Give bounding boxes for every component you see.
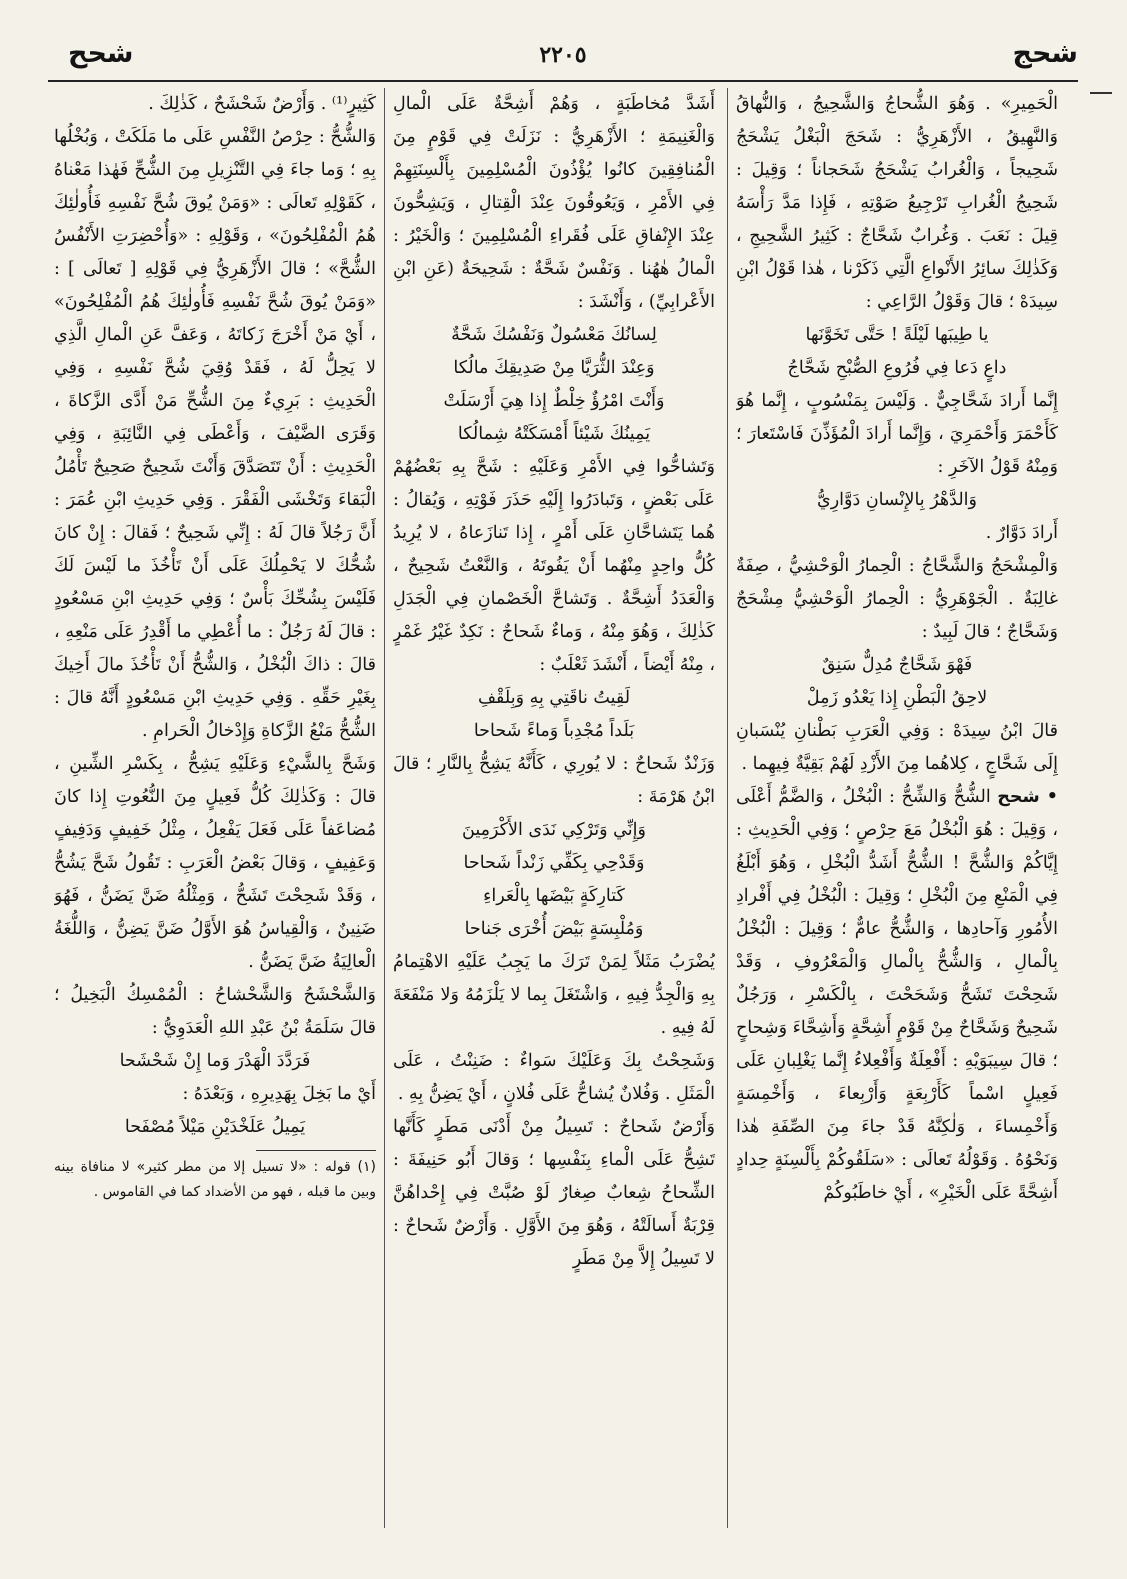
verse-line: وَإِنِّي وَتَرْكِي نَدَى الأَكْرَمِينَ — [462, 820, 646, 840]
margin-mark — [1090, 92, 1112, 94]
verse-line: يَمِينُكَ شَيْئاً أَمْسَكَتْهُ شِمالُكا — [457, 424, 651, 444]
verse-line: وَقَدْحِي بِكَفِّي زَنْداً شَحاحا — [463, 853, 645, 873]
page-header — [48, 38, 1078, 78]
verse-line: لِسانُكَ مَعْسُولٌ وَنَفْسُكَ شَحَّةٌ — [451, 325, 657, 345]
column-divider — [727, 88, 728, 1528]
paragraph: قالَ ابْنُ سِيدَهْ : وَفِي الْعَرَبِ بَطْنانِ يُنْسَبانِ إِلَى شَحَّاجٍ ، كِلاهُما مِنَ الأَزْدِ لَهُمْ بَقِيَّةٌ فِيهِما . — [736, 721, 1058, 774]
verse-line: يَمِيلُ عَلَخْدَيْنِ مَيْلاً مُصْفَحا — [124, 1117, 306, 1137]
headword-left: شحح — [68, 38, 134, 69]
paragraph: أَيْ ما بَخِلَ بِهَدِيرِهِ ، وَبَعْدَهُ : — [182, 1084, 376, 1104]
entry-text: الشُّحُّ وَالشِّحُّ : الْبُخْلُ ، وَالضَّمُّ أَعْلَى ، وَقِيلَ : هُوَ الْبُخْلُ مَعَ حِرْصٍ ؛ وَفِي الْحَدِيثِ : إِيَّاكُمْ وَالشُّحَّ ! الشُّحُّ أَشَدُّ الْبُخْلِ ، وَهُوَ أَبْلَغُ فِي الْمَنْعِ مِنَ الْبُخْلِ ؛ وَقِيلَ : الْبُخْلُ فِي أَفْرادِ الأُمُورِ وَآحادِها ، وَالشُّحُّ عامٌّ ؛ وَقِيلَ : الْبُخْلُ بِالْمالِ ، وَالشُّحُّ بِالْمالِ وَالْمَعْرُوفِ ، وَقَدْ شَحِحْتَ تَشَحُّ وَشَحَحْتَ ، بِالْكَسْرِ ، وَرَجُلٌ شَحِيحٌ وَشَحَّاحٌ مِنْ قَوْمٍ أَشِحَّةٍ وَأَشِحَّاءَ وَشِحاحٍ ؛ قالَ سِيبَوَيْهِ : أَفْعِلَةٌ وَأَفْعِلاءُ إِنَّما يَغْلِبانِ عَلَى فَعِيلٍ اسْماً كَأَرْبِعَةٍ وَأَرْبِعاءَ ، وَأَخْمِسَةٍ وَأَخْمِساءَ ، وَلٰكِنَّهُ قَدْ جاءَ مِنَ الصِّفَةِ هٰذا وَنَحْوُهُ . وَقَوْلُهُ تَعالَى : «سَلَقُوكُمْ بِأَلْسِنَةٍ حِدادٍ أَشِحَّةً عَلَى الْخَيْرِ» ، أَيْ خاطَبُوكُمْ — [736, 787, 1058, 1203]
verse-line: بَلَداً مُجْدِباً وَماءً شَحاحا — [473, 721, 635, 741]
paragraph: وَشَحَّ بِالشَّيْءِ وَعَلَيْهِ يَشِحُّ ، بِكَسْرِ الشِّينِ ، قالَ : وَكَذٰلِكَ كُلُّ فَعِيلٍ مِنَ النُّعُوتِ إِذا كانَ مُضاعَفاً عَلَى فَعَلَ يَفْعِلُ ، مِثْلُ خَفِيفٍ وَدَفِيفٍ وَعَفِيفٍ ، وَقالَ بَعْضُ الْعَرَبِ : تَقُولُ شَحَّ يَشُحُّ ، وَقَدْ شَحِحْتَ تَشَحُّ ، وَمِثْلُهُ ضَنَّ يَضَنُّ ، فَهُوَ ضَنِينٌ ، وَالْقِياسُ هُوَ الأَوَّلُ ضَنَّ يَضِنُّ ، وَاللُّغَةُ الْعالِيَةُ ضَنَّ يَضَنُّ . — [54, 754, 376, 972]
verse-line: يا طِيبَها لَيْلَةً ! حَتَّى تَخَوَّنَها — [805, 325, 989, 345]
paragraph: وَتَشاحُّوا فِي الأَمْرِ وَعَلَيْهِ : شَحَّ بِهِ بَعْضُهُمْ عَلَى بَعْضٍ ، وَتَبادَرُوا إِلَيْهِ حَذَرَ فَوْتِهِ ، وَيُقالُ : هُما يَتَشاحَّانِ عَلَى أَمْرٍ ، إِذا تَنازَعاهُ ، لا يُرِيدُ كُلُّ واحِدٍ مِنْهُما أَنْ يَفُوتَهُ ، وَالنَّعْتُ شَحِيحٌ ، وَالْعَدَدُ أَشِحَّةٌ . وَتَشاحَّ الْخَصْمانِ فِي الْجَدَلِ كَذٰلِكَ ، وَهُوَ مِنْهُ ، وَماءٌ شَحاحٌ : نَكِدٌ غَيْرُ غَمْرٍ ، مِنْهُ أَيْضاً ، أَنْشَدَ ثَعْلَبٌ : — [393, 457, 715, 675]
verse-line: وَالدَّهْرُ بِالإِنْسانِ دَوَّارِيُّ — [817, 490, 977, 510]
verse-line: وَمُلْبِسَةٍ بَيْضَ أُخْرَى جَناحا — [464, 919, 644, 939]
header-rule — [48, 80, 1078, 82]
column-middle — [393, 88, 715, 1528]
entry-headword: • شحح — [997, 787, 1058, 807]
verse-line: كَتارِكَةٍ بَيْضَها بِالْعَراءِ — [483, 886, 625, 906]
column-divider — [384, 88, 385, 1528]
verse-line: فَرَدَّدَ الْهَدْرَ وَما إِنْ شَحْشَحا — [119, 1051, 311, 1071]
paragraph: وَشَحِحْتُ بِكَ وَعَلَيْكَ سَواءٌ : ضَنِنْتُ ، عَلَى الْمَثَلِ . وَفُلانٌ يُشاحُّ عَلَى فُلانٍ ، أَيْ يَضِنُّ بِهِ . — [393, 1051, 715, 1104]
verse-line: داعٍ دَعا فِي فُرُوعِ الصُّبْحِ شَحَّاجُ — [787, 358, 1007, 378]
paragraph: يُضْرَبُ مَثَلاً لِمَنْ تَرَكَ ما يَجِبُ عَلَيْهِ الاهْتِمامُ بِهِ وَالْجِدُّ فِيهِ ، وَاشْتَغَلَ بِما لا يَلْزَمُهُ وَلا مَنْفَعَةَ لَهُ فِيهِ . — [393, 952, 715, 1038]
verse-line: وَعِنْدَ الثُّرَيَّا مِنْ صَدِيقِكَ مالُكا — [453, 358, 655, 378]
paragraph: وَزَنْدٌ شَحاحٌ : لا يُورِي ، كَأَنَّهُ يَشِحُّ بِالنَّارِ ؛ قالَ ابْنُ هَرْمَةَ : — [393, 754, 715, 807]
paragraph: أَرادَ دَوَّارٌ . — [985, 523, 1058, 543]
paragraph: وَالشَّحْشَحُ وَالشَّحْشاحُ : الْمُمْسِكُ الْبَخِيلُ ؛ قالَ سَلَمَةُ بْنُ عَبْدِ اللهِ الْعَدَوِيُّ : — [54, 985, 376, 1038]
verse-line: فَهْوَ شَحَّاجٌ مُدِلٌّ سَنِقٌ — [821, 655, 973, 675]
page-number: ٢٢٠٥ — [539, 42, 587, 68]
verse-line: لاحِقُ الْبَطْنِ إِذا يَعْدُو زَمِلْ — [806, 688, 988, 708]
column-left — [54, 88, 376, 1528]
paragraph: أَشَدَّ مُخاطَبَةٍ ، وَهُمْ أَشِحَّةٌ عَلَى الْمالِ وَالْغَنِيمَةِ ؛ الأَزْهَرِيُّ : نَزَلَتْ فِي قَوْمٍ مِنَ الْمُنافِقِينَ كانُوا يُؤْذُونَ الْمُسْلِمِينَ بِأَلْسِنَتِهِمْ فِي الأَمْرِ ، وَيَعُوقُونَ عِنْدَ الْقِتالِ ، وَيَشِحُّونَ عِنْدَ الإِنْفاقِ عَلَى فُقَراءِ الْمُسْلِمِينَ ؛ وَالْخَيْرُ : الْمالُ هٰهُنا . وَنَفْسٌ شَحَّةٌ : شَحِيحَةٌ (عَنِ ابْنِ الأَعْرابِيِّ) ، وَأَنْشَدَ : — [393, 94, 715, 312]
paragraph: وَأَرْضٌ شَحاحٌ : تَسِيلُ مِنْ أَدْنَى مَطَرٍ كَأَنَّها تَشِحُّ عَلَى الْماءِ بِنَفْسِها ؛ وَقالَ أَبُو حَنِيفَةَ : الشِّحاحُ شِعابٌ صِغارٌ لَوْ صُبَّتْ فِي إِحْداهُنَّ قِرْبَةٌ أَسالَتْهُ ، وَهُوَ مِنَ الأَوَّلِ . وَأَرْضٌ شَحاحٌ : لا تَسِيلُ إِلاَّ مِنْ مَطَرٍ — [393, 1117, 715, 1269]
paragraph: كَثِيرٍ⁽¹⁾ . وَأَرْضٌ شَحْشَحٌ ، كَذٰلِكَ . — [148, 94, 376, 114]
footnote-rule — [256, 1150, 376, 1151]
paragraph: وَالْمِشْحَجُ وَالشَّحَّاجُ : الْحِمارُ الْوَحْشِيُّ ، صِفَةٌ غالِبَةٌ . الْجَوْهَرِيُّ : الْحِمارُ الْوَحْشِيُّ مِشْحَجٌ وَشَحَّاجٌ ؛ قالَ لَبِيدٌ : — [736, 556, 1058, 642]
paragraph: الْحَمِيرِ» . وَهُوَ الشُّحاجُ وَالشَّحِيجُ ، وَالنُّهاقُ وَالنَّهِيقُ ، الأَزْهَرِيُّ : شَحَجَ الْبَغْلُ يَشْحَجُ شَحِيجاً ، وَالْغُرابُ يَشْحَجُ شَحَجاناً ؛ وَقِيلَ : شَحِيجُ الْغُرابِ تَرْجِيعُ صَوْتِهِ ، فَإِذا مَدَّ رَأْسَهُ قِيلَ : نَعَبَ . وَغُرابٌ شَحَّاجٌ : كَثِيرُ الشَّحِيجِ ، وَكَذٰلِكَ سائِرُ الأَنْواعِ الَّتِي ذَكَرْنا ، هٰذا قَوْلُ ابْنِ سِيدَهْ ؛ قالَ وَقَوْلُ الرَّاعِي : — [736, 94, 1058, 312]
footnote: (١) قوله : «لا تسيل إلا من مطر كثير» لا منافاة بينه وبين ما قبله ، فهو من الأضداد كما في القاموس . — [54, 1159, 376, 1200]
headword-right: شحج — [1012, 38, 1078, 69]
paragraph: وَالشُّحُّ : حِرْصُ النَّفْسِ عَلَى ما مَلَكَتْ ، وَبُخْلُها بِهِ ؛ وَما جاءَ فِي التَّنْزِيلِ مِنَ الشُّحِّ فَهٰذا مَعْناهُ ، كَقَوْلِهِ تَعالَى : «وَمَنْ يُوقَ شُحَّ نَفْسِهِ فَأُولٰئِكَ هُمُ الْمُفْلِحُونَ» ، وَقَوْلِهِ : «وَأُحْضِرَتِ الأَنْفُسُ الشُّحَّ» ؛ قالَ الأَزْهَرِيُّ فِي قَوْلِهِ [ تَعالَى ] : «وَمَنْ يُوقَ شُحَّ نَفْسِهِ فَأُولٰئِكَ هُمُ الْمُفْلِحُونَ» ، أَيْ مَنْ أَخْرَجَ زَكاتَهُ ، وَعَفَّ عَنِ الْمالِ الَّذِي لا يَحِلُّ لَهُ ، فَقَدْ وُقِيَ شُحَّ نَفْسِهِ ، وَفِي الْحَدِيثِ : بَرِيءٌ مِنَ الشُّحِّ مَنْ أَدَّى الزَّكاةَ ، وَقَرَى الضَّيْفَ ، وَأَعْطَى فِي النَّائِبَةِ ، وَفِي الْحَدِيثِ : أَنْ تَتَصَدَّقَ وَأَنْتَ شَحِيحٌ صَحِيحٌ تَأْمُلُ الْبَقاءَ وَتَخْشَى الْفَقْرَ . وَفِي حَدِيثِ ابْنِ عُمَرَ : أَنَّ رَجُلاً قالَ لَهُ : إِنِّي شَحِيحٌ ؛ فَقالَ : إِنْ كانَ شُحُّكَ لا يَحْمِلُكَ عَلَى أَنْ تَأْخُذَ ما لَيْسَ لَكَ فَلَيْسَ بِشُحِّكَ بَأْسٌ ؛ وَفِي حَدِيثِ ابْنِ مَسْعُودٍ : قالَ لَهُ رَجُلٌ : ما أُعْطِي ما أَقْدِرُ عَلَى مَنْعِهِ ، قالَ : ذاكَ الْبُخْلُ ، وَالشُّحُّ أَنْ تَأْخُذَ مالَ أَخِيكَ بِغَيْرِ حَقِّهِ . وَفِي حَدِيثِ ابْنِ مَسْعُودٍ أَنَّهُ قالَ : الشُّحُّ مَنْعُ الزَّكاةِ وَإِدْخالُ الْحَرامِ . — [54, 127, 376, 741]
verse-line: لَقِيتُ ناقَتِي بِهِ وَبِلَقْفِ — [477, 688, 631, 708]
entry — [736, 781, 1058, 1210]
paragraph: إِنَّما أَرادَ شَحَّاجِيٌّ . وَلَيْسَ بِمَنْسُوبٍ ، إِنَّما هُوَ كَأَحْمَرَ وَأَحْمَرِيَ ، وَإِنَّما أَرادَ الْمُؤَذِّنَ فَاسْتَعارَ ؛ وَمِنْهُ قَوْلُ الآخَرِ : — [736, 391, 1058, 477]
verse-line: وَأَنْتَ امْرُؤٌ خِلْطٌ إِذا هِيَ أَرْسَلَتْ — [443, 391, 665, 411]
column-right — [736, 88, 1058, 1528]
